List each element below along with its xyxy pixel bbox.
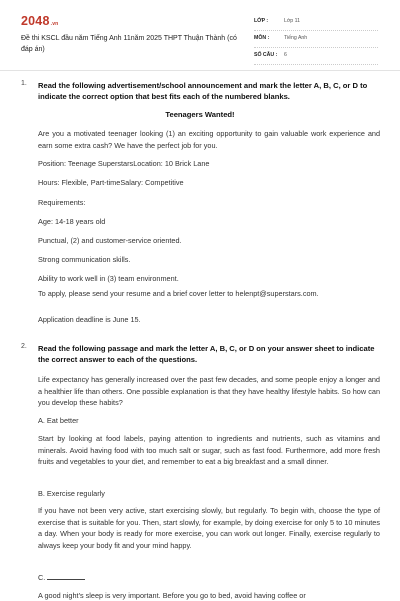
ad-line: Hours: Flexible, Part-timeSalary: Competitive [38,178,184,187]
ad-deadline: Application deadline is June 15. [38,315,141,324]
meta-subject [254,31,378,48]
question-number: 2. [21,343,27,350]
meta-label: LỚP : [254,18,269,24]
question-number: 1. [21,80,27,87]
meta-value: Lớp 11 [284,18,300,24]
logo-text: 2048 [21,14,50,28]
ad-apply: To apply, please send your resume and a brief cover letter to helenpt@superstars.com. [38,289,319,298]
header-divider [0,70,400,71]
question-instruction: Read the following advertisement/school announcement and mark the letter A, B, C, or D to indicate the correct option that best fits each of the numbered blanks. [38,81,368,101]
answer-blank[interactable] [47,573,85,580]
ad-intro: Are you a motivated teenager looking (1) an exciting opportunity to gain valuable work experience and earn some extra cash? We have the perfect job for you. [38,129,380,150]
site-logo[interactable] [21,14,58,28]
ad-line: Strong communication skills. [38,255,131,264]
ad-line: Position: Teenage SuperstarsLocation: 10 Brick Lane [38,159,210,168]
passage-heading: A. Eat better [38,416,79,425]
passage-paragraph: If you have not been very active, start exercising slowly, but regularly. To begin with, choose the type of exercise that is suitable for you. Then, start slowly, for example, by doing exercise for only 5 to 10 minutes a day. When your body is ready for more exercise, you can work out longer. Finally, exercise regularly to always keep your body fit and your mind happy. [38,506,380,550]
passage-paragraph: Start by looking at food labels, paying attention to ingredients and nutrients, such as vitamins and minerals. Avoid having food with too much salt or sugar, such as fast food. Furthermore, add more fresh fruits and vegetables to your diet, and remember to eat a big breakfast and a small dinner. [38,434,380,467]
passage-paragraph: A good night's sleep is very important. Before you go to bed, avoid having coffee or [38,591,306,600]
meta-label: SỐ CÂU : [254,52,278,58]
meta-label: MÔN : [254,35,270,41]
question-instruction: Read the following passage and mark the letter A, B, C, or D on your answer sheet to indicate the correct answer to each of the questions. [38,344,375,364]
meta-value: Tiếng Anh [284,35,308,41]
heading-letter: C. [38,573,46,582]
exam-title: Đề thi KSCL đầu năm Tiếng Anh 11năm 2025 THPT Thuận Thành (có đáp án) [21,35,237,53]
passage-paragraph: Life expectancy has generally increased over the past few decades, and some people enjoy a longer and a healthier life than others. One possible explanation is that they have healthy lifestyle habits. So how can you develop these habits? [38,375,380,408]
ad-line: Age: 14-18 years old [38,217,106,226]
logo-suffix: .vn [50,21,59,27]
ad-line: Ability to work well in (3) team environment. [38,274,179,283]
meta-class [254,14,378,31]
ad-line: Punctual, (2) and customer-service oriented. [38,236,182,245]
ad-line: Requirements: [38,198,86,207]
passage-heading: B. Exercise regularly [38,489,105,498]
meta-value: 6 [284,52,287,58]
meta-question-count [254,48,378,65]
passage-heading-blank [38,572,380,583]
ad-title: Teenagers Wanted! [165,110,235,119]
